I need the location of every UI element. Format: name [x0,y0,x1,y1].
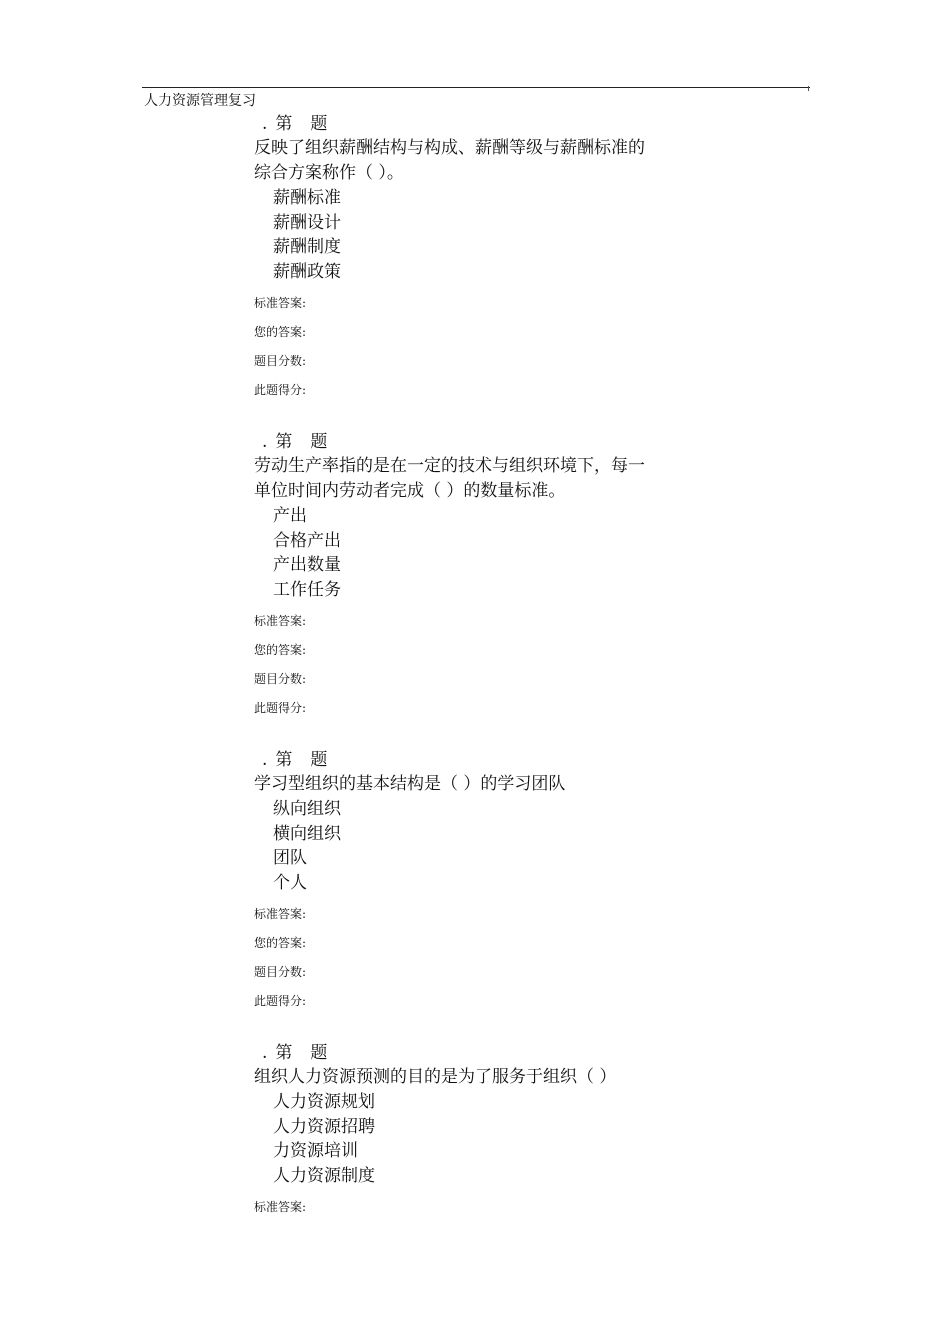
question-2 [254,430,724,730]
option-d[interactable]: 个人 [273,873,307,894]
question-dot: . [262,1043,268,1063]
header-rule-tick [808,86,809,91]
standard-answer-label: 标准答案: [254,295,307,310]
question-text [254,1065,724,1090]
question-dot: . [262,750,268,770]
question-number [254,112,724,136]
answer-meta [254,614,724,730]
score-obtained-label: 此题得分: [254,700,307,715]
your-answer-label: 您的答案: [254,642,307,657]
option-d[interactable]: 工作任务 [273,580,341,601]
question-dot: . [262,114,268,134]
question-di: 第 [275,432,293,452]
option-b[interactable]: 人力资源招聘 [273,1116,375,1137]
question-number [254,748,724,772]
question-text [254,136,724,186]
option-c[interactable]: 薪酬制度 [273,237,341,258]
question-line: 单位时间内劳动者完成（ ）的数量标准。 [254,481,566,501]
question-line: 反映了组织薪酬结构与构成、薪酬等级与薪酬标准的 [254,138,645,158]
option-d[interactable]: 人力资源制度 [273,1166,375,1187]
question-score-label: 题目分数: [254,353,307,368]
question-line: 组织人力资源预测的目的是为了服务于组织（ ） [254,1067,617,1087]
your-answer-label: 您的答案: [254,935,307,950]
option-a[interactable]: 纵向组织 [273,799,341,819]
options-list [254,504,724,603]
question-line: 学习型组织的基本结构是（ ）的学习团队 [254,774,566,794]
question-4 [254,1041,724,1229]
question-3 [254,748,724,1023]
document-title: 人力资源管理复习 [144,93,256,109]
question-number [254,1041,724,1065]
question-di: 第 [275,750,293,770]
option-b[interactable]: 横向组织 [273,823,341,844]
question-ti: 题 [310,750,328,770]
question-number [254,430,724,454]
standard-answer-label: 标准答案: [254,906,307,921]
question-di: 第 [275,1043,293,1063]
option-b[interactable]: 薪酬设计 [273,212,341,233]
standard-answer-label: 标准答案: [254,1199,307,1214]
question-score-label: 题目分数: [254,964,307,979]
score-obtained-label: 此题得分: [254,993,307,1008]
option-c[interactable]: 产出数量 [273,555,341,576]
options-list [254,797,724,896]
question-text [254,454,724,504]
question-text [254,772,724,797]
option-a[interactable]: 人力资源规划 [273,1092,375,1112]
your-answer-label: 您的答案: [254,324,307,339]
standard-answer-label: 标准答案: [254,613,307,628]
header-rule [142,87,810,88]
question-ti: 题 [310,432,328,452]
question-dot: . [262,432,268,452]
option-b[interactable]: 合格产出 [273,530,341,551]
question-di: 第 [275,114,293,134]
option-a[interactable]: 产出 [273,506,307,526]
question-score-label: 题目分数: [254,671,307,686]
question-ti: 题 [310,114,328,134]
question-ti: 题 [310,1043,328,1063]
option-c[interactable]: 团队 [273,848,307,869]
question-line: 劳动生产率指的是在一定的技术与组织环境下，每一 [254,456,645,476]
answer-meta [254,1200,724,1229]
answer-meta [254,907,724,1023]
score-obtained-label: 此题得分: [254,382,307,397]
question-line: 综合方案称作（ ）。 [254,163,404,183]
options-list [254,186,724,285]
option-a[interactable]: 薪酬标准 [273,188,341,208]
answer-meta [254,296,724,412]
question-1 [254,112,724,412]
options-list [254,1090,724,1189]
option-d[interactable]: 薪酬政策 [273,262,341,283]
option-c[interactable]: 力资源培训 [273,1141,358,1162]
